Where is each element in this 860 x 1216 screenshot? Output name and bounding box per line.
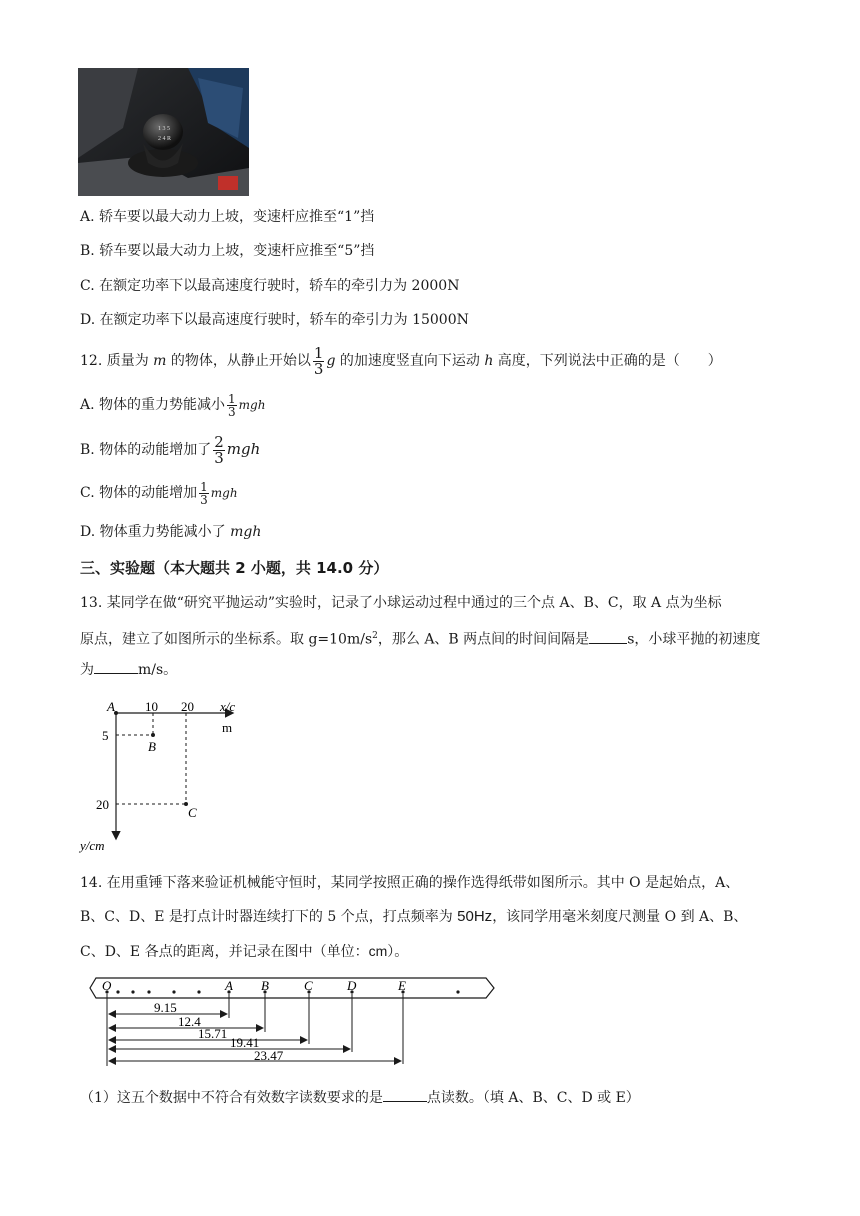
point-a-label: A bbox=[107, 699, 115, 714]
q12-option-a: A. 物体的重力势能减小 $\frac{1}{3}$ mgh bbox=[80, 391, 266, 419]
distance-value-c: 15.71 bbox=[198, 1026, 228, 1041]
x-axis-label-unit: m bbox=[222, 720, 233, 735]
x-axis-label: x/c bbox=[220, 699, 236, 714]
q14-ticker-tape-figure bbox=[86, 972, 506, 1072]
q12-option-b: B. 物体的动能增加了 $\frac{2}{3}$ mgh bbox=[80, 432, 261, 467]
tape-label-b: B bbox=[261, 978, 269, 993]
distance-value-e: 23.47 bbox=[254, 1048, 284, 1063]
q11-option-d: D. 在额定功率下以最高速度行驶时，轿车的牵引力为 15000N bbox=[80, 312, 469, 328]
tape-label-c: C bbox=[304, 978, 313, 993]
paper-tape bbox=[90, 978, 494, 998]
q11-option-b: B. 轿车要以最大动力上坡，变速杆应推至“5”挡 bbox=[80, 243, 375, 259]
tape-label-e: E bbox=[398, 978, 406, 993]
q13-line2: 原点，建立了如图所示的坐标系。取 $g=10m/s^2$，那么 A、B 两点间的时间间隔是 s，小球平抛的初速度 bbox=[80, 626, 760, 650]
q13-coordinate-figure bbox=[74, 696, 254, 856]
distance-value-b: 12.4 bbox=[178, 1014, 201, 1029]
x-tick-10: 10 bbox=[145, 699, 158, 714]
point-c-label: C bbox=[188, 805, 197, 820]
point-b-label: B bbox=[148, 739, 156, 754]
q13-line1: 13. 某同学在做“研究平抛运动”实验时，记录了小球运动过程中通过的三个点 A、B、C，取 A 点为坐标 bbox=[80, 595, 722, 611]
q14-line3: C、D、E 各点的距离，并记录在图中（单位：cm）。 bbox=[80, 943, 409, 960]
q11-option-c: C. 在额定功率下以最高速度行驶时，轿车的牵引力为 2000N bbox=[80, 278, 460, 294]
q11-option-a: A. 轿车要以最大动力上坡，变速杆应推至“1”挡 bbox=[80, 209, 375, 225]
q14-line1: 14. 在用重锤下落来验证机械能守恒时，某同学按照正确的操作选得纸带如图所示。其中 O 是起始点，A、 bbox=[80, 875, 740, 891]
y-tick-5: 5 bbox=[102, 728, 109, 743]
q12-option-c: C. 物体的动能增加 $\frac{1}{3}$ mgh bbox=[80, 479, 238, 507]
distance-value-d: 19.41 bbox=[230, 1035, 260, 1050]
gear-shift-photo bbox=[78, 68, 249, 196]
fraction-one-third: $\frac{1}{3}$ bbox=[313, 343, 324, 378]
svg-text:2 4 R: 2 4 R bbox=[158, 136, 172, 142]
y-axis-label: y/cm bbox=[80, 838, 105, 853]
q12-stem: 12. 质量为 m 的物体，从静止开始以 $\frac{1}{3}$ g 的加速度竖直向下运动 h 高度，下列说法中正确的是（ ） bbox=[80, 343, 722, 378]
q13-line3: 为 m/s。 bbox=[80, 659, 177, 680]
y-tick-20: 20 bbox=[96, 797, 109, 812]
x-tick-20: 20 bbox=[181, 699, 194, 714]
q14-line2: B、C、D、E 是打点计时器连续打下的 5 个点，打点频率为 50Hz，该同学用毫米刻度尺测量 O 到 A、B、 bbox=[80, 908, 748, 925]
q12-option-d: D. 物体重力势能减小了 mgh bbox=[80, 524, 262, 540]
answer-blank bbox=[383, 1087, 427, 1102]
tape-label-a: A bbox=[225, 978, 233, 993]
tape-dots bbox=[105, 990, 459, 993]
svg-text:1 3 5: 1 3 5 bbox=[158, 126, 170, 132]
tape-label-d: D bbox=[347, 978, 357, 993]
answer-blank bbox=[589, 629, 627, 644]
section-heading: 三、实验题（本大题共 2 小题，共 14.0 分） bbox=[80, 559, 389, 577]
q14-sub1: （1）这五个数据中不符合有效数字读数要求的是 点读数。（填 A、B、C、D 或 E） bbox=[80, 1087, 640, 1108]
tape-label-o: O bbox=[102, 978, 112, 993]
distance-value-a: 9.15 bbox=[154, 1000, 177, 1015]
answer-blank bbox=[94, 659, 138, 674]
